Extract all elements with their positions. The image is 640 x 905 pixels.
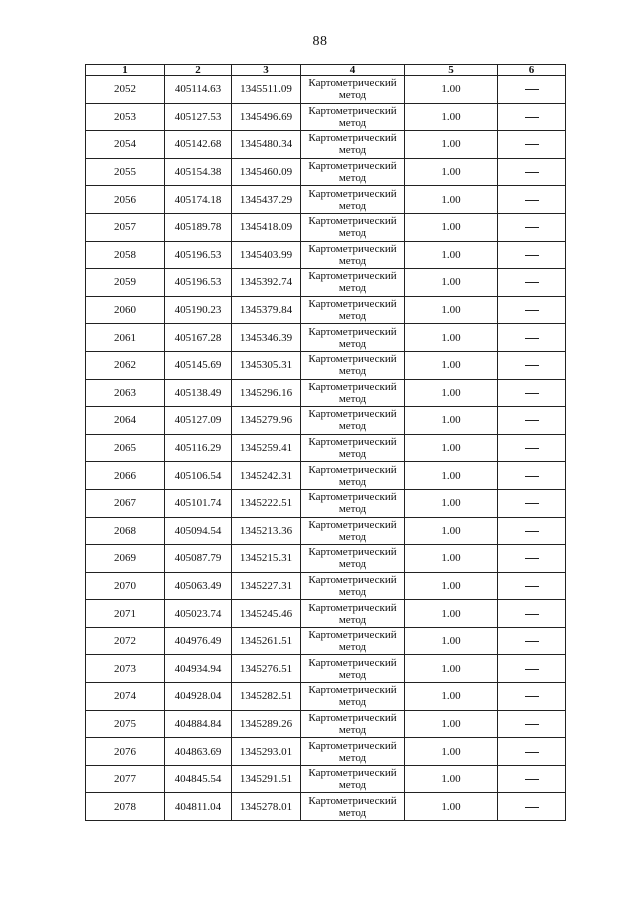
y-coordinate: 1345242.31	[232, 462, 301, 490]
y-coordinate: 1345392.74	[232, 269, 301, 297]
description-cell	[498, 600, 566, 628]
x-coordinate: 405114.63	[165, 76, 232, 104]
determination-method	[301, 269, 405, 297]
method-line-2: метод	[338, 89, 367, 102]
dash-mark	[525, 420, 539, 421]
determination-method	[301, 241, 405, 269]
method-line-2: метод	[338, 365, 367, 378]
dash-mark	[525, 779, 539, 780]
point-number: 2076	[86, 738, 165, 766]
y-coordinate: 1345278.01	[232, 793, 301, 821]
method-line-1: Картометрический	[308, 601, 397, 614]
table-row	[86, 407, 566, 435]
method-line-1: Картометрический	[308, 132, 397, 145]
x-coordinate: 405101.74	[165, 489, 232, 517]
method-line-1: Картометрический	[308, 463, 397, 476]
point-number: 2073	[86, 655, 165, 683]
point-number: 2058	[86, 241, 165, 269]
description-cell	[498, 158, 566, 186]
description-cell	[498, 655, 566, 683]
table-row	[86, 296, 566, 324]
column-header-1: 1	[86, 65, 165, 76]
determination-method	[301, 545, 405, 573]
precision-value: 1.00	[405, 655, 498, 683]
determination-method	[301, 296, 405, 324]
method-line-1: Картометрический	[308, 270, 397, 283]
precision-value: 1.00	[405, 351, 498, 379]
description-cell	[498, 793, 566, 821]
dash-mark	[525, 144, 539, 145]
determination-method	[301, 793, 405, 821]
y-coordinate: 1345213.36	[232, 517, 301, 545]
method-line-2: метод	[338, 227, 367, 240]
x-coordinate: 405094.54	[165, 517, 232, 545]
method-line-1: Картометрический	[308, 298, 397, 311]
determination-method	[301, 655, 405, 683]
point-number: 2053	[86, 103, 165, 131]
method-line-1: Картометрический	[308, 794, 397, 807]
description-cell	[498, 489, 566, 517]
point-number: 2070	[86, 572, 165, 600]
dash-mark	[525, 586, 539, 587]
method-line-1: Картометрический	[308, 546, 397, 559]
y-coordinate: 1345305.31	[232, 351, 301, 379]
y-coordinate: 1345291.51	[232, 765, 301, 793]
method-line-1: Картометрический	[308, 408, 397, 421]
point-number: 2066	[86, 462, 165, 490]
x-coordinate: 405154.38	[165, 158, 232, 186]
description-cell	[498, 351, 566, 379]
table-row	[86, 655, 566, 683]
point-number: 2071	[86, 600, 165, 628]
method-line-2: метод	[338, 779, 367, 792]
point-number: 2060	[86, 296, 165, 324]
y-coordinate: 1345282.51	[232, 683, 301, 711]
x-coordinate: 405145.69	[165, 351, 232, 379]
description-cell	[498, 296, 566, 324]
precision-value: 1.00	[405, 241, 498, 269]
precision-value: 1.00	[405, 76, 498, 104]
description-cell	[498, 131, 566, 159]
precision-value: 1.00	[405, 186, 498, 214]
determination-method	[301, 600, 405, 628]
table-row	[86, 324, 566, 352]
dash-mark	[525, 752, 539, 753]
point-number: 2057	[86, 213, 165, 241]
dash-mark	[525, 117, 539, 118]
dash-mark	[525, 227, 539, 228]
dash-mark	[525, 807, 539, 808]
dash-mark	[525, 724, 539, 725]
table-row	[86, 627, 566, 655]
precision-value: 1.00	[405, 545, 498, 573]
description-cell	[498, 407, 566, 435]
precision-value: 1.00	[405, 793, 498, 821]
determination-method	[301, 103, 405, 131]
point-number: 2067	[86, 489, 165, 517]
precision-value: 1.00	[405, 213, 498, 241]
precision-value: 1.00	[405, 489, 498, 517]
determination-method	[301, 517, 405, 545]
column-header-2: 2	[165, 65, 232, 76]
y-coordinate: 1345276.51	[232, 655, 301, 683]
dash-mark	[525, 200, 539, 201]
method-line-1: Картометрический	[308, 518, 397, 531]
y-coordinate: 1345403.99	[232, 241, 301, 269]
y-coordinate: 1345296.16	[232, 379, 301, 407]
dash-mark	[525, 669, 539, 670]
dash-mark	[525, 89, 539, 90]
method-line-1: Картометрический	[308, 77, 397, 90]
method-line-2: метод	[338, 641, 367, 654]
description-cell	[498, 76, 566, 104]
method-line-1: Картометрический	[308, 242, 397, 255]
method-line-2: метод	[338, 254, 367, 267]
point-number: 2068	[86, 517, 165, 545]
description-cell	[498, 434, 566, 462]
determination-method	[301, 683, 405, 711]
x-coordinate: 405116.29	[165, 434, 232, 462]
x-coordinate: 405106.54	[165, 462, 232, 490]
precision-value: 1.00	[405, 572, 498, 600]
table-row	[86, 765, 566, 793]
point-number: 2065	[86, 434, 165, 462]
method-line-2: метод	[338, 420, 367, 433]
dash-mark	[525, 393, 539, 394]
table-row	[86, 76, 566, 104]
method-line-2: метод	[338, 282, 367, 295]
y-coordinate: 1345293.01	[232, 738, 301, 766]
determination-method	[301, 434, 405, 462]
y-coordinate: 1345245.46	[232, 600, 301, 628]
method-line-1: Картометрический	[308, 711, 397, 724]
dash-mark	[525, 282, 539, 283]
precision-value: 1.00	[405, 738, 498, 766]
point-number: 2064	[86, 407, 165, 435]
precision-value: 1.00	[405, 600, 498, 628]
dash-mark	[525, 558, 539, 559]
table-row	[86, 351, 566, 379]
precision-value: 1.00	[405, 407, 498, 435]
determination-method	[301, 462, 405, 490]
point-number: 2059	[86, 269, 165, 297]
method-line-1: Картометрический	[308, 573, 397, 586]
precision-value: 1.00	[405, 324, 498, 352]
method-line-2: метод	[338, 172, 367, 185]
table-row	[86, 269, 566, 297]
y-coordinate: 1345418.09	[232, 213, 301, 241]
x-coordinate: 405087.79	[165, 545, 232, 573]
y-coordinate: 1345511.09	[232, 76, 301, 104]
description-cell	[498, 269, 566, 297]
point-number: 2061	[86, 324, 165, 352]
table-row	[86, 738, 566, 766]
y-coordinate: 1345496.69	[232, 103, 301, 131]
table-row	[86, 241, 566, 269]
method-line-2: метод	[338, 668, 367, 681]
method-line-1: Картометрический	[308, 656, 397, 669]
y-coordinate: 1345379.84	[232, 296, 301, 324]
description-cell	[498, 103, 566, 131]
precision-value: 1.00	[405, 379, 498, 407]
method-line-2: метод	[338, 392, 367, 405]
method-line-1: Картометрический	[308, 215, 397, 228]
determination-method	[301, 627, 405, 655]
method-line-2: метод	[338, 144, 367, 157]
x-coordinate: 405190.23	[165, 296, 232, 324]
x-coordinate: 405174.18	[165, 186, 232, 214]
precision-value: 1.00	[405, 683, 498, 711]
precision-value: 1.00	[405, 462, 498, 490]
determination-method	[301, 324, 405, 352]
dash-mark	[525, 448, 539, 449]
method-line-1: Картометрический	[308, 491, 397, 504]
description-cell	[498, 462, 566, 490]
y-coordinate: 1345437.29	[232, 186, 301, 214]
determination-method	[301, 765, 405, 793]
dash-mark	[525, 641, 539, 642]
y-coordinate: 1345279.96	[232, 407, 301, 435]
header-row	[86, 65, 566, 76]
table-row	[86, 103, 566, 131]
method-line-2: метод	[338, 503, 367, 516]
determination-method	[301, 213, 405, 241]
column-header-6: 6	[498, 65, 566, 76]
point-number: 2055	[86, 158, 165, 186]
description-cell	[498, 572, 566, 600]
point-number: 2069	[86, 545, 165, 573]
description-cell	[498, 379, 566, 407]
description-cell	[498, 765, 566, 793]
description-cell	[498, 738, 566, 766]
description-cell	[498, 241, 566, 269]
dash-mark	[525, 503, 539, 504]
determination-method	[301, 738, 405, 766]
method-line-2: метод	[338, 723, 367, 736]
table-row	[86, 379, 566, 407]
precision-value: 1.00	[405, 627, 498, 655]
precision-value: 1.00	[405, 710, 498, 738]
determination-method	[301, 710, 405, 738]
table-row	[86, 572, 566, 600]
method-line-2: метод	[338, 585, 367, 598]
determination-method	[301, 131, 405, 159]
method-line-2: метод	[338, 116, 367, 129]
precision-value: 1.00	[405, 296, 498, 324]
x-coordinate: 405063.49	[165, 572, 232, 600]
dash-mark	[525, 614, 539, 615]
dash-mark	[525, 255, 539, 256]
column-header-4: 4	[301, 65, 405, 76]
column-header-3: 3	[232, 65, 301, 76]
dash-mark	[525, 365, 539, 366]
method-line-2: метод	[338, 475, 367, 488]
y-coordinate: 1345261.51	[232, 627, 301, 655]
method-line-2: метод	[338, 558, 367, 571]
description-cell	[498, 186, 566, 214]
method-line-1: Картометрический	[308, 767, 397, 780]
coordinates-table	[85, 64, 566, 821]
table-row	[86, 213, 566, 241]
x-coordinate: 405196.53	[165, 269, 232, 297]
point-number: 2054	[86, 131, 165, 159]
x-coordinate: 405023.74	[165, 600, 232, 628]
description-cell	[498, 627, 566, 655]
method-line-1: Картометрический	[308, 629, 397, 642]
point-number: 2056	[86, 186, 165, 214]
precision-value: 1.00	[405, 765, 498, 793]
x-coordinate: 404928.04	[165, 683, 232, 711]
method-line-1: Картометрический	[308, 187, 397, 200]
determination-method	[301, 351, 405, 379]
x-coordinate: 404884.84	[165, 710, 232, 738]
page-number: 88	[312, 34, 328, 49]
x-coordinate: 404811.04	[165, 793, 232, 821]
method-line-1: Картометрический	[308, 353, 397, 366]
table-row	[86, 131, 566, 159]
x-coordinate: 405127.53	[165, 103, 232, 131]
method-line-1: Картометрический	[308, 436, 397, 449]
description-cell	[498, 545, 566, 573]
determination-method	[301, 76, 405, 104]
point-number: 2052	[86, 76, 165, 104]
x-coordinate: 405127.09	[165, 407, 232, 435]
method-line-2: метод	[338, 751, 367, 764]
method-line-2: метод	[338, 199, 367, 212]
method-line-1: Картометрический	[308, 739, 397, 752]
method-line-2: метод	[338, 696, 367, 709]
table-row	[86, 793, 566, 821]
precision-value: 1.00	[405, 434, 498, 462]
point-number: 2074	[86, 683, 165, 711]
method-line-1: Картометрический	[308, 160, 397, 173]
y-coordinate: 1345259.41	[232, 434, 301, 462]
dash-mark	[525, 531, 539, 532]
table-row	[86, 186, 566, 214]
dash-mark	[525, 476, 539, 477]
table-row	[86, 517, 566, 545]
description-cell	[498, 324, 566, 352]
precision-value: 1.00	[405, 269, 498, 297]
method-line-1: Картометрический	[308, 684, 397, 697]
x-coordinate: 405167.28	[165, 324, 232, 352]
y-coordinate: 1345227.31	[232, 572, 301, 600]
x-coordinate: 404976.49	[165, 627, 232, 655]
dash-mark	[525, 696, 539, 697]
point-number: 2063	[86, 379, 165, 407]
table-row	[86, 158, 566, 186]
table-row	[86, 462, 566, 490]
precision-value: 1.00	[405, 517, 498, 545]
column-header-5: 5	[405, 65, 498, 76]
y-coordinate: 1345222.51	[232, 489, 301, 517]
point-number: 2078	[86, 793, 165, 821]
precision-value: 1.00	[405, 158, 498, 186]
determination-method	[301, 158, 405, 186]
y-coordinate: 1345289.26	[232, 710, 301, 738]
x-coordinate: 404863.69	[165, 738, 232, 766]
table-row	[86, 434, 566, 462]
table-row	[86, 710, 566, 738]
point-number: 2072	[86, 627, 165, 655]
method-line-2: метод	[338, 337, 367, 350]
description-cell	[498, 213, 566, 241]
method-line-2: метод	[338, 310, 367, 323]
x-coordinate: 404845.54	[165, 765, 232, 793]
point-number: 2075	[86, 710, 165, 738]
method-line-2: метод	[338, 613, 367, 626]
determination-method	[301, 489, 405, 517]
y-coordinate: 1345460.09	[232, 158, 301, 186]
point-number: 2062	[86, 351, 165, 379]
y-coordinate: 1345480.34	[232, 131, 301, 159]
x-coordinate: 405196.53	[165, 241, 232, 269]
determination-method	[301, 379, 405, 407]
precision-value: 1.00	[405, 103, 498, 131]
precision-value: 1.00	[405, 131, 498, 159]
table-row	[86, 545, 566, 573]
y-coordinate: 1345346.39	[232, 324, 301, 352]
dash-mark	[525, 172, 539, 173]
method-line-2: метод	[338, 530, 367, 543]
point-number: 2077	[86, 765, 165, 793]
description-cell	[498, 683, 566, 711]
x-coordinate: 405142.68	[165, 131, 232, 159]
description-cell	[498, 517, 566, 545]
table-row	[86, 600, 566, 628]
dash-mark	[525, 338, 539, 339]
table-row	[86, 489, 566, 517]
method-line-2: метод	[338, 806, 367, 819]
method-line-1: Картометрический	[308, 380, 397, 393]
x-coordinate: 405189.78	[165, 213, 232, 241]
x-coordinate: 404934.94	[165, 655, 232, 683]
x-coordinate: 405138.49	[165, 379, 232, 407]
determination-method	[301, 186, 405, 214]
y-coordinate: 1345215.31	[232, 545, 301, 573]
determination-method	[301, 407, 405, 435]
method-line-1: Картометрический	[308, 325, 397, 338]
dash-mark	[525, 310, 539, 311]
description-cell	[498, 710, 566, 738]
method-line-2: метод	[338, 448, 367, 461]
determination-method	[301, 572, 405, 600]
table-row	[86, 683, 566, 711]
method-line-1: Картометрический	[308, 104, 397, 117]
